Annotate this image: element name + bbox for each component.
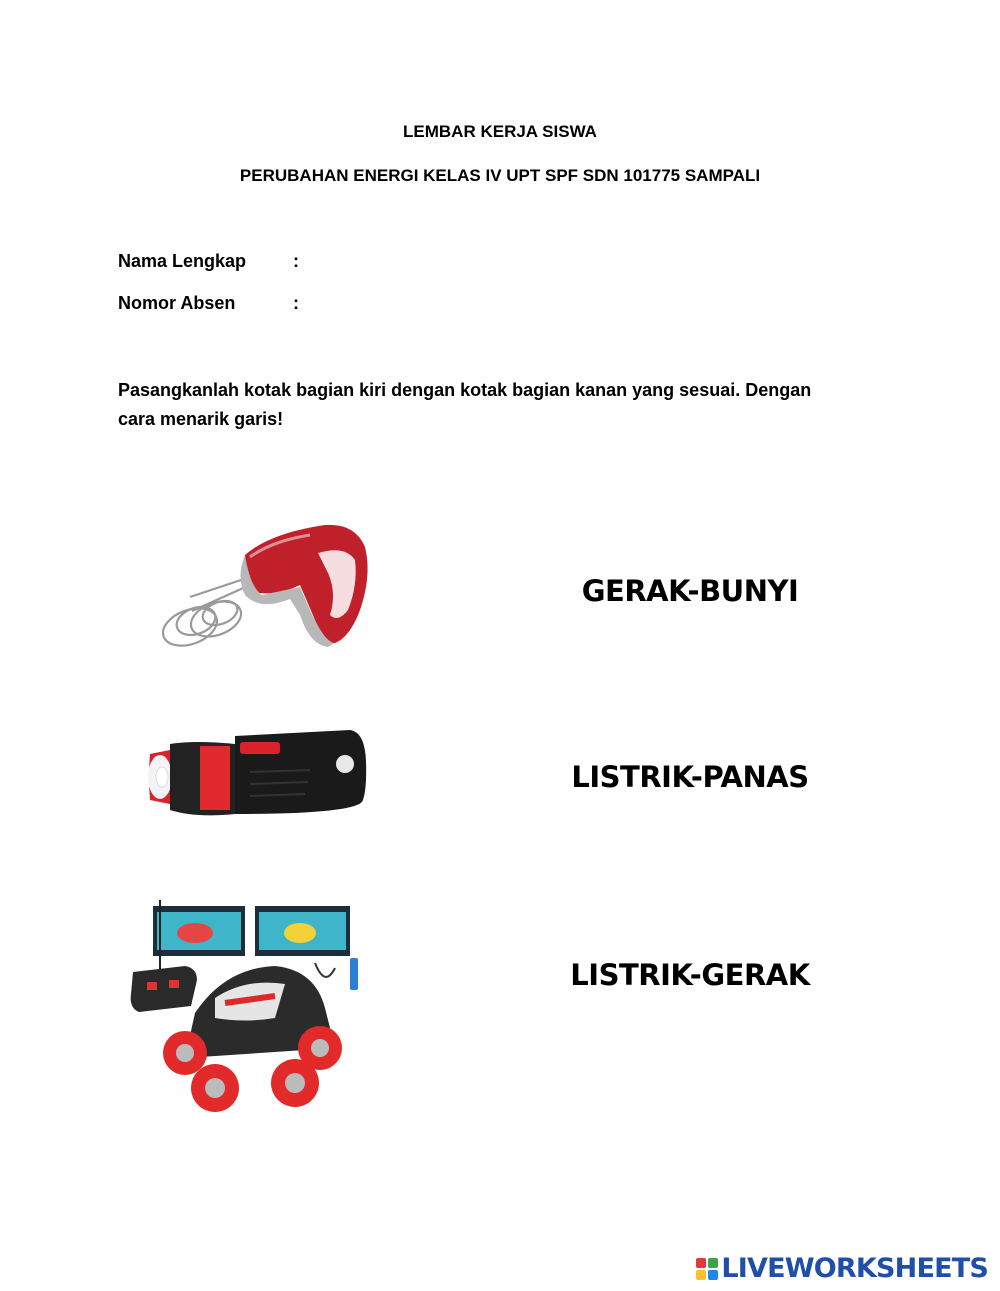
worksheet-title: LEMBAR KERJA SISWA (403, 122, 597, 141)
absen-field (118, 293, 299, 314)
logo-blocks-icon (696, 1258, 718, 1280)
brand-name: LIVEWORKSHEETS (721, 1253, 988, 1284)
worksheet-subtitle: PERUBAHAN ENERGI KELAS IV UPT SPF SDN 101775 SAMPALI (239, 166, 761, 185)
instruction-text: Pasangkanlah kotak bagian kiri dengan kotak bagian kanan yang sesuai. Dengan cara menarik garis! (118, 380, 812, 429)
name-label: Nama Lengkap (118, 251, 247, 271)
answer-listrik-panas[interactable]: LISTRIK-PANAS (571, 760, 809, 794)
absen-colon: : (293, 293, 299, 313)
answer-gerak-bunyi[interactable]: GERAK-BUNYI (581, 574, 799, 608)
flashlight-image (140, 722, 372, 832)
hand-mixer-image (150, 515, 380, 660)
absen-label: Nomor Absen (118, 293, 236, 313)
name-field (118, 251, 299, 272)
answer-listrik-gerak[interactable]: LISTRIK-GERAK (570, 958, 810, 992)
liveworksheets-logo (696, 1253, 988, 1284)
rc-car-image (125, 898, 360, 1118)
name-colon: : (293, 251, 299, 271)
